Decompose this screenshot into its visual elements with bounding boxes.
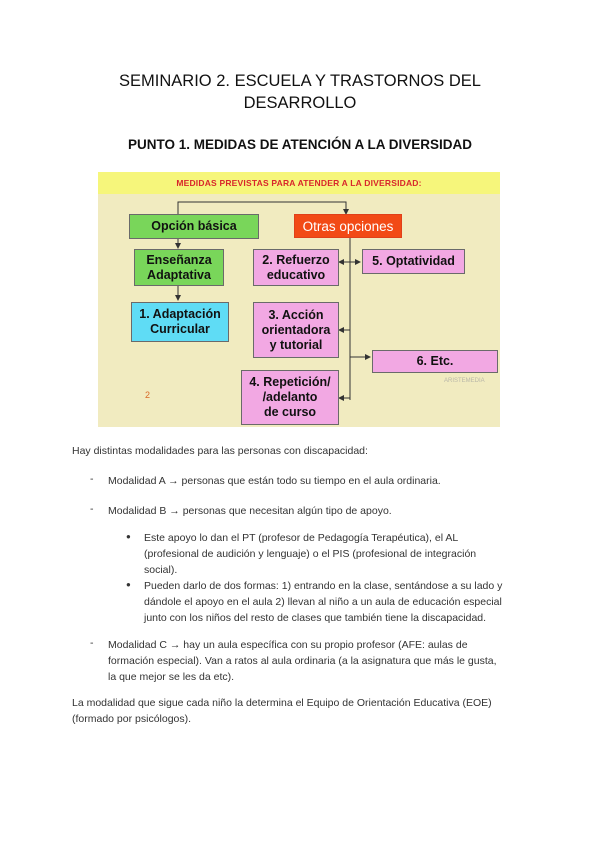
slide-mark: 2 xyxy=(145,390,151,400)
intro-paragraph: Hay distintas modalidades para las personas con discapacidad: xyxy=(72,445,368,457)
refuerzo-educativo-box xyxy=(253,249,339,286)
bullet-item-1 xyxy=(144,530,526,578)
bullet-2-line-3: junto con los niños del resto de clases que también tiene la discapacidad. xyxy=(144,612,487,624)
dash-b: - xyxy=(90,503,94,515)
bullet-2: ● xyxy=(126,580,131,589)
optatividad-box: 5. Optatividad xyxy=(362,249,465,274)
bullet-1-line-1: Este apoyo lo dan el PT (profesor de Pedagogía Terapéutica), el AL xyxy=(144,532,459,544)
closing-line-2: (formado por psicólogos). xyxy=(72,713,192,725)
otras-opciones-box: Otras opciones xyxy=(294,214,402,238)
modalidad-c-item xyxy=(108,637,526,685)
refuerzo-line-1: 2. Refuerzo xyxy=(262,252,330,267)
title-line-1: SEMINARIO 2. ESCUELA Y TRASTORNOS DEL xyxy=(119,72,481,90)
adaptacion-line-1: 1. Adaptación xyxy=(139,307,221,321)
ensenanza-adaptativa-box xyxy=(134,249,224,286)
accion-line-3: y tutorial xyxy=(269,337,323,352)
bullet-1-line-2: (profesional de audición y lenguaje) o el PIS (profesional de integración xyxy=(144,548,477,560)
repeticion-line-3: de curso xyxy=(263,405,317,419)
repeticion-line-1: 4. Repetición/ xyxy=(249,375,331,389)
modalidad-c-line-3: la que mejor se les da etc). xyxy=(108,671,235,683)
title-line-2: DESARROLLO xyxy=(243,94,357,112)
bullet-1: ● xyxy=(126,532,131,541)
dash-c: - xyxy=(90,637,94,649)
diversity-measures-diagram xyxy=(98,172,500,427)
accion-line-2: orientadora xyxy=(261,322,331,337)
accion-line-1: 3. Acción xyxy=(268,307,324,322)
modalidad-b-item: Modalidad B → personas que necesitan algún tipo de apoyo. xyxy=(108,505,392,517)
modalidad-c-line-1: Modalidad C → hay un aula específica con su propio profesor (AFE: aulas de xyxy=(108,639,468,651)
adaptacion-line-2: Curricular xyxy=(150,322,210,336)
accion-orientadora-box xyxy=(253,302,339,358)
ensenanza-line-2: Adaptativa xyxy=(147,267,211,282)
repeticion-line-2: /adelanto xyxy=(262,390,318,404)
adaptacion-curricular-box xyxy=(131,302,229,342)
bullet-2-line-2: dándole el apoyo en el aula 2) llevan al niño a un aula de educación especial xyxy=(144,596,502,608)
diagram-watermark: ARISTEMEDIA xyxy=(444,378,485,384)
section-subtitle: PUNTO 1. MEDIDAS DE ATENCIÓN A LA DIVERSIDAD xyxy=(127,137,473,152)
repeticion-adelanto-box xyxy=(241,370,339,425)
closing-line-1: La modalidad que sigue cada niño la determina el Equipo de Orientación Educativa (EOE) xyxy=(72,697,492,709)
closing-paragraph xyxy=(72,695,528,727)
diagram-banner: MEDIDAS PREVISTAS PARA ATENDER A LA DIVERSIDAD: xyxy=(98,172,500,194)
bullet-2-line-1: Pueden darlo de dos formas: 1) entrando en la clase, sentándose a su lado y xyxy=(144,580,503,592)
etc-box: 6. Etc. xyxy=(372,350,498,373)
modalidad-c-line-2: formación especial). Van a ratos al aula ordinaria (a la asignatura que más le gusta, xyxy=(108,655,497,667)
connector-top-bracket xyxy=(178,202,346,214)
refuerzo-line-2: educativo xyxy=(266,267,326,282)
opcion-basica-box: Opción básica xyxy=(129,214,259,239)
ensenanza-line-1: Enseñanza xyxy=(146,252,212,267)
bullet-1-line-3: social). xyxy=(144,564,178,576)
page-title xyxy=(60,70,540,114)
dash-a: - xyxy=(90,473,94,485)
modalidad-a-item: Modalidad A → personas que están todo su tiempo en el aula ordinaria. xyxy=(108,475,441,487)
bullet-item-2 xyxy=(144,578,526,626)
